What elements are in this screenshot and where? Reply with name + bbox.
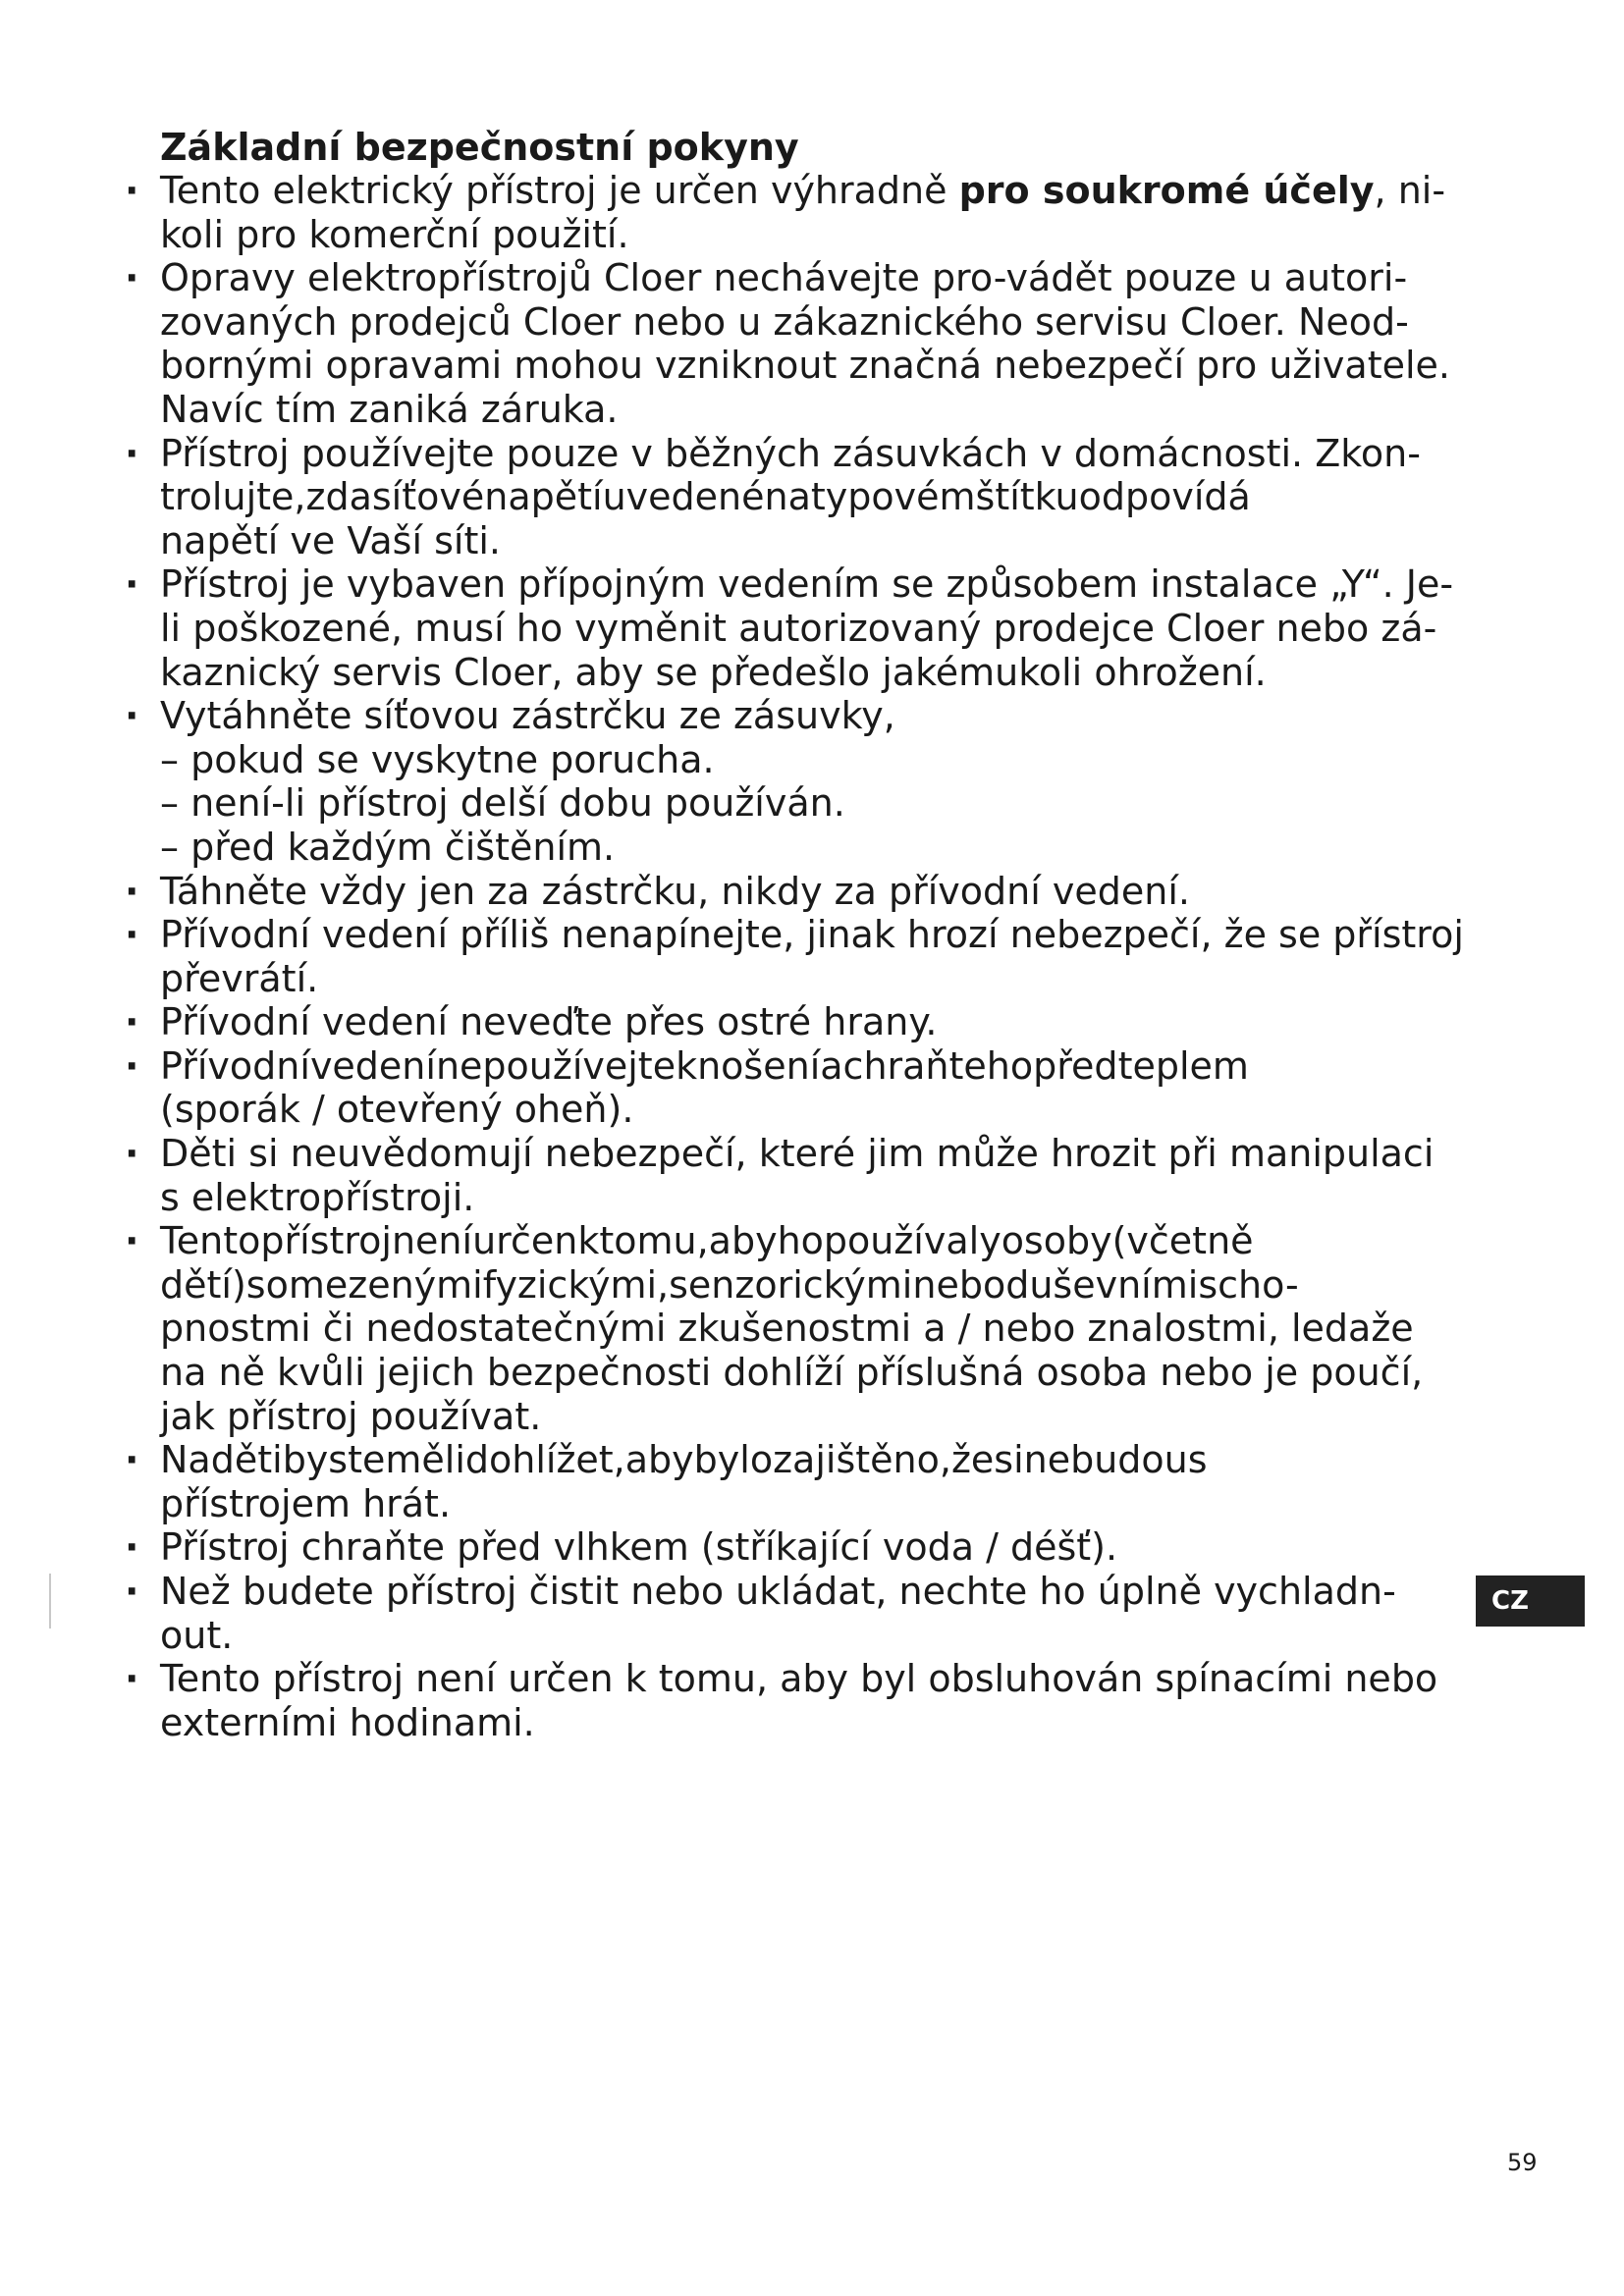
list-item: · Opravy elektropřístrojů Cloer nechávejte pro-vádět pouze u autori- zovaných prodejců Cloer nebo u zákaznického servisu Cloer. Neod- bornými opravami mohou vzniknout značná nebezpečí pro uživatele. Navíc tím zaniká záruka. — [125, 256, 1499, 431]
list-item: · Přístroj je vybaven přípojným vedením se způsobem instalace „Y“. Je- li poškozené, musí ho vyměnit autorizovaný prodejce Cloer nebo zá- kaznický servis Cloer, aby se předešlo jakémukoli ohrožení. — [125, 562, 1499, 694]
list-item: · Tento elektrický přístroj je určen výhradně pro soukromé účely, ni- koli pro komerční použití. — [125, 169, 1499, 256]
list-item: · Přívodní vedení neveďte přes ostré hrany. — [125, 1000, 1499, 1044]
safety-list — [125, 169, 1499, 1744]
list-item: · Na děti byste měli dohlížet, aby bylo zajištěno, že si nebudou s přístrojem hrát. — [125, 1438, 1499, 1525]
list-item: · Tento přístroj není určen k tomu, aby ho používaly osoby (včetně dětí) s omezenými fyzickými, senzorickými nebo duševními scho- pnostmi či nedostatečnými zkušenostmi a / nebo znalostmi, ledaže na ně kvůli jejich bezpečnosti dohlíží příslušná osoba nebo je poučí, jak přístroj používat. — [125, 1219, 1499, 1438]
section-heading: Základní bezpečnostní pokyny — [160, 126, 799, 169]
language-tab: CZ — [1476, 1575, 1585, 1627]
safety-instructions — [125, 126, 1499, 1744]
list-item: · Přístroj používejte pouze v běžných zásuvkách v domácnosti. Zkon- trolujte, zda síťové napětí uvedené na typovém štítku odpovídá napětí ve Vaší síti. — [125, 432, 1499, 563]
page-number: 59 — [1507, 2149, 1538, 2176]
list-item: · Přístroj chraňte před vlhkem (stříkající voda / déšť). — [125, 1525, 1499, 1570]
list-item: · Tento přístroj není určen k tomu, aby byl obsluhován spínacími nebo externími hodinami. — [125, 1657, 1499, 1744]
list-item: · Děti si neuvědomují nebezpečí, které jim může hrozit při manipulaci s elektropřístroji. — [125, 1132, 1499, 1219]
list-item: · Táhněte vždy jen za zástrčku, nikdy za přívodní vedení. — [125, 870, 1499, 914]
list-item: · Přívodní vedení příliš nenapínejte, jinak hrozí nebezpečí, že se přístroj převrátí. — [125, 913, 1499, 1000]
list-item: · Přívodní vedení nepoužívejte k nošení a chraňte ho před teplem (sporák / otevřený oheň). — [125, 1044, 1499, 1132]
emphasis-private-use: pro soukromé účely — [958, 169, 1375, 212]
margin-rule — [49, 1574, 51, 1629]
list-item: · Vytáhněte síťovou zástrčku ze zásuvky, – pokud se vyskytne porucha. – není-li přístroj delší dobu používán. – před každým čištěním. — [125, 694, 1499, 869]
list-item: · Než budete přístroj čistit nebo ukládat, nechte ho úplně vychladn- out. — [125, 1570, 1499, 1657]
